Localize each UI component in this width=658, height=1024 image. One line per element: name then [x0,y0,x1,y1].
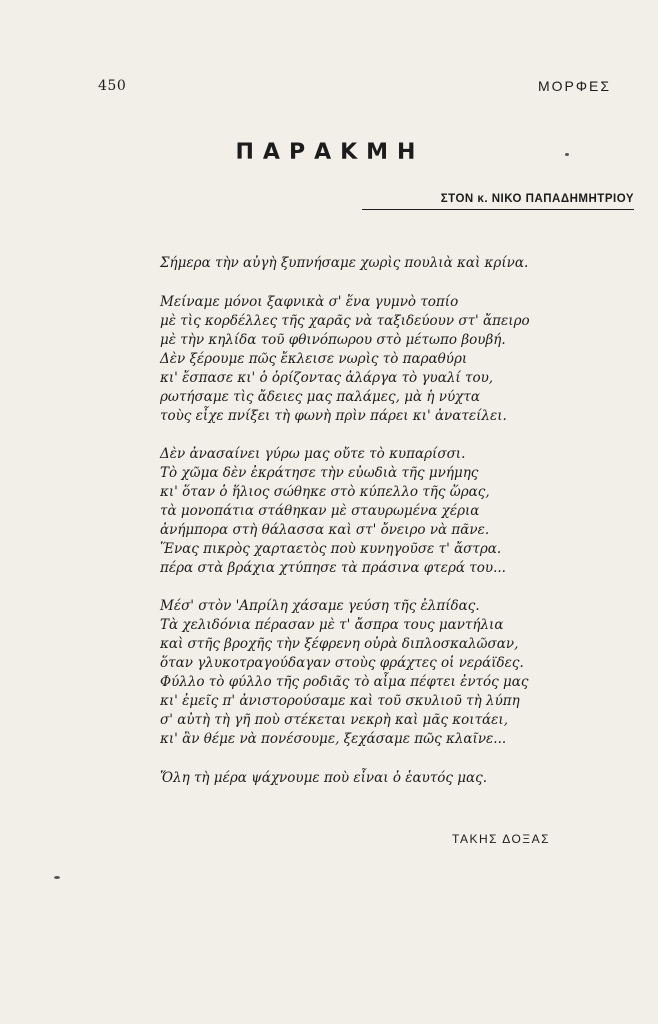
poem-title: ΠΑΡΑΚΜΗ [235,140,425,165]
poem-line: ἀνήμπορα στὴ θάλασσα καὶ στ' ὄνειρο νὰ πᾶνε. [160,522,490,538]
poem-line: Μέσ' στὸν 'Απρίλη χάσαμε γεύση τῆς ἐλπίδας. [160,598,480,614]
poem-line: κι' ἐμεῖς π' ἀνιστορούσαμε καὶ τοῦ σκυλιοῦ τὴ λύπη [160,693,520,709]
poem-line: καὶ στῆς βροχῆς τὴν ξέφρενη οὐρὰ διπλοσκαλῶσαν, [160,636,519,652]
stanza-3 [160,597,630,749]
poem-line: πέρα στὰ βράχια χτύπησε τὰ πράσινα φτερά του... [160,560,506,576]
dedication-underline [362,209,634,210]
poem-line: Δὲν ξέρουμε πῶς ἔκλεισε νωρὶς τὸ παραθύρι [160,351,468,367]
poem-line: μὲ τὶς κορδέλλες τῆς χαρᾶς νὰ ταξιδεύουν στ' ἄπειρο [160,313,530,329]
poem-body [160,254,630,788]
journal-name: ΜΟΡΦΕΣ [538,78,612,94]
poem-line: τὰ μονοπάτια στάθηκαν μὲ σταυρωμένα χέρια [160,503,480,519]
poem-line: Τὸ χῶμα δὲν ἐκράτησε τὴν εὐωδιὰ τῆς μνήμης [160,465,479,481]
poem-line: Τὰ χελιδόνια πέρασαν μὲ τ' ἄσπρα τους μαντήλια [160,617,504,633]
poem-line: κι' ἔσπασε κι' ὁ ὁρίζοντας ἀλάργα τὸ γυαλί του, [160,370,494,386]
stanza-2 [160,445,630,578]
poem-line: μὲ τὴν κηλίδα τοῦ φθινόπωρου στὸ μέτωπο βουβή. [160,332,506,348]
poem-line: Δὲν ἀνασαίνει γύρω μας οὔτε τὸ κυπαρίσσι. [160,446,466,462]
poem-line: κι' ὅταν ὁ ἥλιος σώθηκε στὸ κύπελλο τῆς ὥρας, [160,484,490,500]
poem-line: κι' ἂν θέμε νὰ πονέσουμε, ξεχάσαμε πῶς κλαῖνε... [160,731,507,747]
poem-line: ρωτήσαμε τὶς ἄδειες μας παλάμες, μὰ ἡ νύχτα [160,389,480,405]
poem-line: Ἕνας πικρὸς χαρταετὸς ποὺ κυνηγοῦσε τ' ἄστρα. [160,541,502,557]
poem-line: τοὺς εἶχε πνίξει τὴ φωνὴ πρὶν πάρει κι' ἀνατείλει. [160,408,507,424]
stanza-gap [160,426,630,445]
opening-line: Σήμερα τὴν αὐγὴ ξυπνήσαμε χωρὶς πουλιὰ καὶ κρίνα. [160,255,529,271]
stanza-1 [160,293,630,426]
paper-speck [565,153,569,156]
dedication: ΣΤΟΝ κ. ΝΙΚΟ ΠΑΠΑΔΗΜΗΤΡΙΟΥ [440,193,634,205]
poem-line: σ' αὐτὴ τὴ γῆ ποὺ στέκεται νεκρὴ καὶ μᾶς κοιτάει, [160,712,508,728]
poem-line: ὅταν γλυκοτραγούδαγαν στοὺς φράχτες οἱ νεράϊδες. [160,655,524,671]
closing-line: Ὅλη τὴ μέρα ψάχνουμε ποὺ εἶναι ὁ ἑαυτός μας. [160,770,488,786]
poem-line: Φύλλο τὸ φύλλο τῆς ροδιᾶς τὸ αἷμα πέφτει ἐντός μας [160,674,529,690]
stanza-gap [160,578,630,597]
author-signature: ΤΑΚΗΣ ΔΟΞΑΣ [452,832,551,846]
paper-speck [54,876,60,879]
page-number: 450 [98,78,127,94]
poem-line: Μείναμε μόνοι ξαφνικὰ σ' ἕνα γυμνὸ τοπίο [160,294,459,310]
